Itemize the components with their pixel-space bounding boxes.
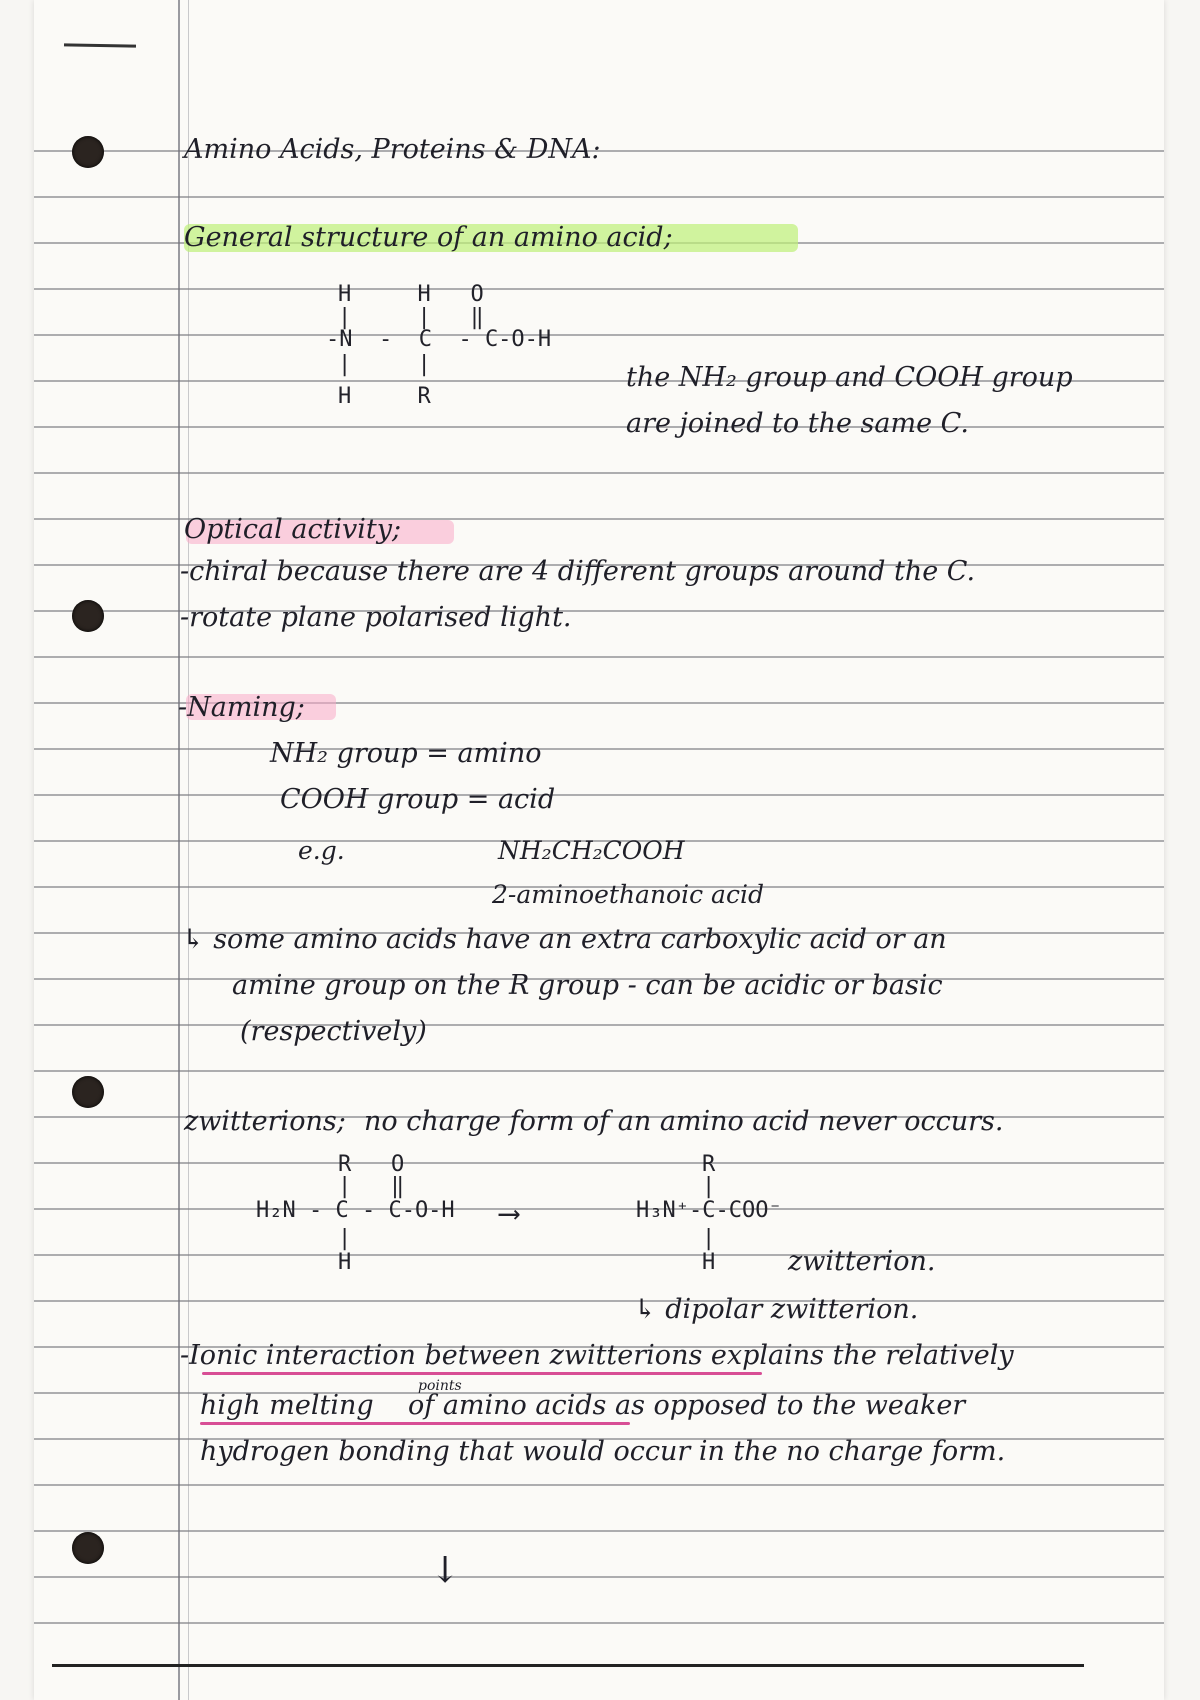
structure-row-4: | | — [338, 352, 431, 377]
ruled-line — [34, 1070, 1164, 1072]
ionic-line-2-start: high melting — [200, 1390, 374, 1421]
dipolar-zwitterion: ↳ dipolar zwitterion. — [634, 1294, 919, 1325]
ruled-line — [34, 1300, 1164, 1302]
example-label: e.g. — [298, 836, 345, 865]
page-title: Amino Acids, Proteins & DNA: — [184, 134, 601, 165]
ruled-line — [34, 1484, 1164, 1486]
ruled-line — [34, 794, 1164, 796]
zw-right-top: R — [702, 1152, 716, 1177]
ruled-line — [34, 288, 1164, 290]
punch-hole — [72, 136, 104, 168]
zwitterion-heading: zwitterions; — [184, 1106, 346, 1137]
optical-activity-heading: Optical activity; — [184, 514, 402, 545]
extra-groups-line-1: ↳ some amino acids have an extra carboxylic acid or an — [182, 924, 947, 955]
zw-left-bottom: H — [338, 1250, 352, 1275]
reaction-arrow: ⟶ — [500, 1196, 519, 1231]
punch-hole — [72, 1076, 104, 1108]
naming-heading: -Naming; — [178, 692, 305, 723]
zw-left-lower-bond: | — [338, 1226, 352, 1251]
ruled-line — [34, 334, 1164, 336]
page-bottom-line — [52, 1664, 1084, 1667]
zw-left-formula: H₂N - C - C-O-H — [256, 1198, 455, 1223]
extra-groups-line-3: (respectively) — [240, 1016, 427, 1047]
punch-hole — [72, 1532, 104, 1564]
zw-left-bonds: | ‖ — [338, 1174, 405, 1199]
zwitterion-description: no charge form of an amino acid never occurs. — [364, 1106, 1004, 1137]
margin-line — [178, 0, 180, 1700]
zw-right-formula: H₃N⁺-C-COO⁻ — [636, 1198, 782, 1223]
points-insertion: points — [418, 1378, 462, 1394]
ruled-line — [34, 1576, 1164, 1578]
ruled-line — [34, 748, 1164, 750]
zw-right-bonds: | — [702, 1174, 716, 1199]
pink-underline — [200, 1422, 630, 1425]
ruled-line — [34, 656, 1164, 658]
structure-row-5: H R — [338, 384, 431, 409]
margin-line — [188, 0, 189, 1700]
same-carbon-note-line-1: the NH₂ group and COOH group — [626, 362, 1073, 393]
ruled-line — [34, 1530, 1164, 1532]
zw-right-bottom: H — [702, 1250, 716, 1275]
ionic-line-2-end: of amino acids as opposed to the weaker — [408, 1390, 966, 1421]
same-carbon-note-line-2: are joined to the same C. — [626, 408, 969, 439]
structure-row-1: H H O — [338, 282, 484, 307]
corner-mark — [64, 43, 136, 47]
ionic-line-3: hydrogen bonding that would occur in the no charge form. — [200, 1436, 1006, 1467]
punch-hole — [72, 600, 104, 632]
ruled-line — [34, 196, 1164, 198]
ruled-line — [34, 1024, 1164, 1026]
ruled-line — [34, 1622, 1164, 1624]
ruled-line — [34, 1254, 1164, 1256]
structure-row-2: | | ‖ — [338, 305, 484, 330]
optical-point-rotate: -rotate plane polarised light. — [180, 602, 572, 633]
general-structure-heading: General structure of an amino acid; — [184, 222, 673, 253]
extra-groups-line-2: amine group on the R group - can be acidic or basic — [232, 970, 943, 1001]
ruled-line — [34, 1162, 1164, 1164]
example-formula: NH₂CH₂COOH — [498, 836, 685, 865]
continue-arrow: ↓ — [430, 1550, 461, 1591]
notebook-page — [34, 0, 1164, 1700]
example-name: 2-aminoethanoic acid — [492, 880, 764, 909]
ionic-line-1: -Ionic interaction between zwitterions explains the relatively — [180, 1340, 1014, 1371]
ruled-line — [34, 472, 1164, 474]
ruled-line — [34, 426, 1164, 428]
pink-underline — [202, 1372, 762, 1375]
naming-amino: NH₂ group = amino — [270, 738, 542, 769]
zwitterion-label: zwitterion. — [788, 1246, 936, 1277]
naming-acid: COOH group = acid — [280, 784, 556, 815]
zw-left-top: R O — [338, 1152, 405, 1177]
optical-point-chiral: -chiral because there are 4 different groups around the C. — [180, 556, 976, 587]
zw-right-lower-bond: | — [702, 1226, 716, 1251]
structure-row-3: -N - C - C-O-H — [326, 327, 552, 352]
ruled-line — [34, 1208, 1164, 1210]
